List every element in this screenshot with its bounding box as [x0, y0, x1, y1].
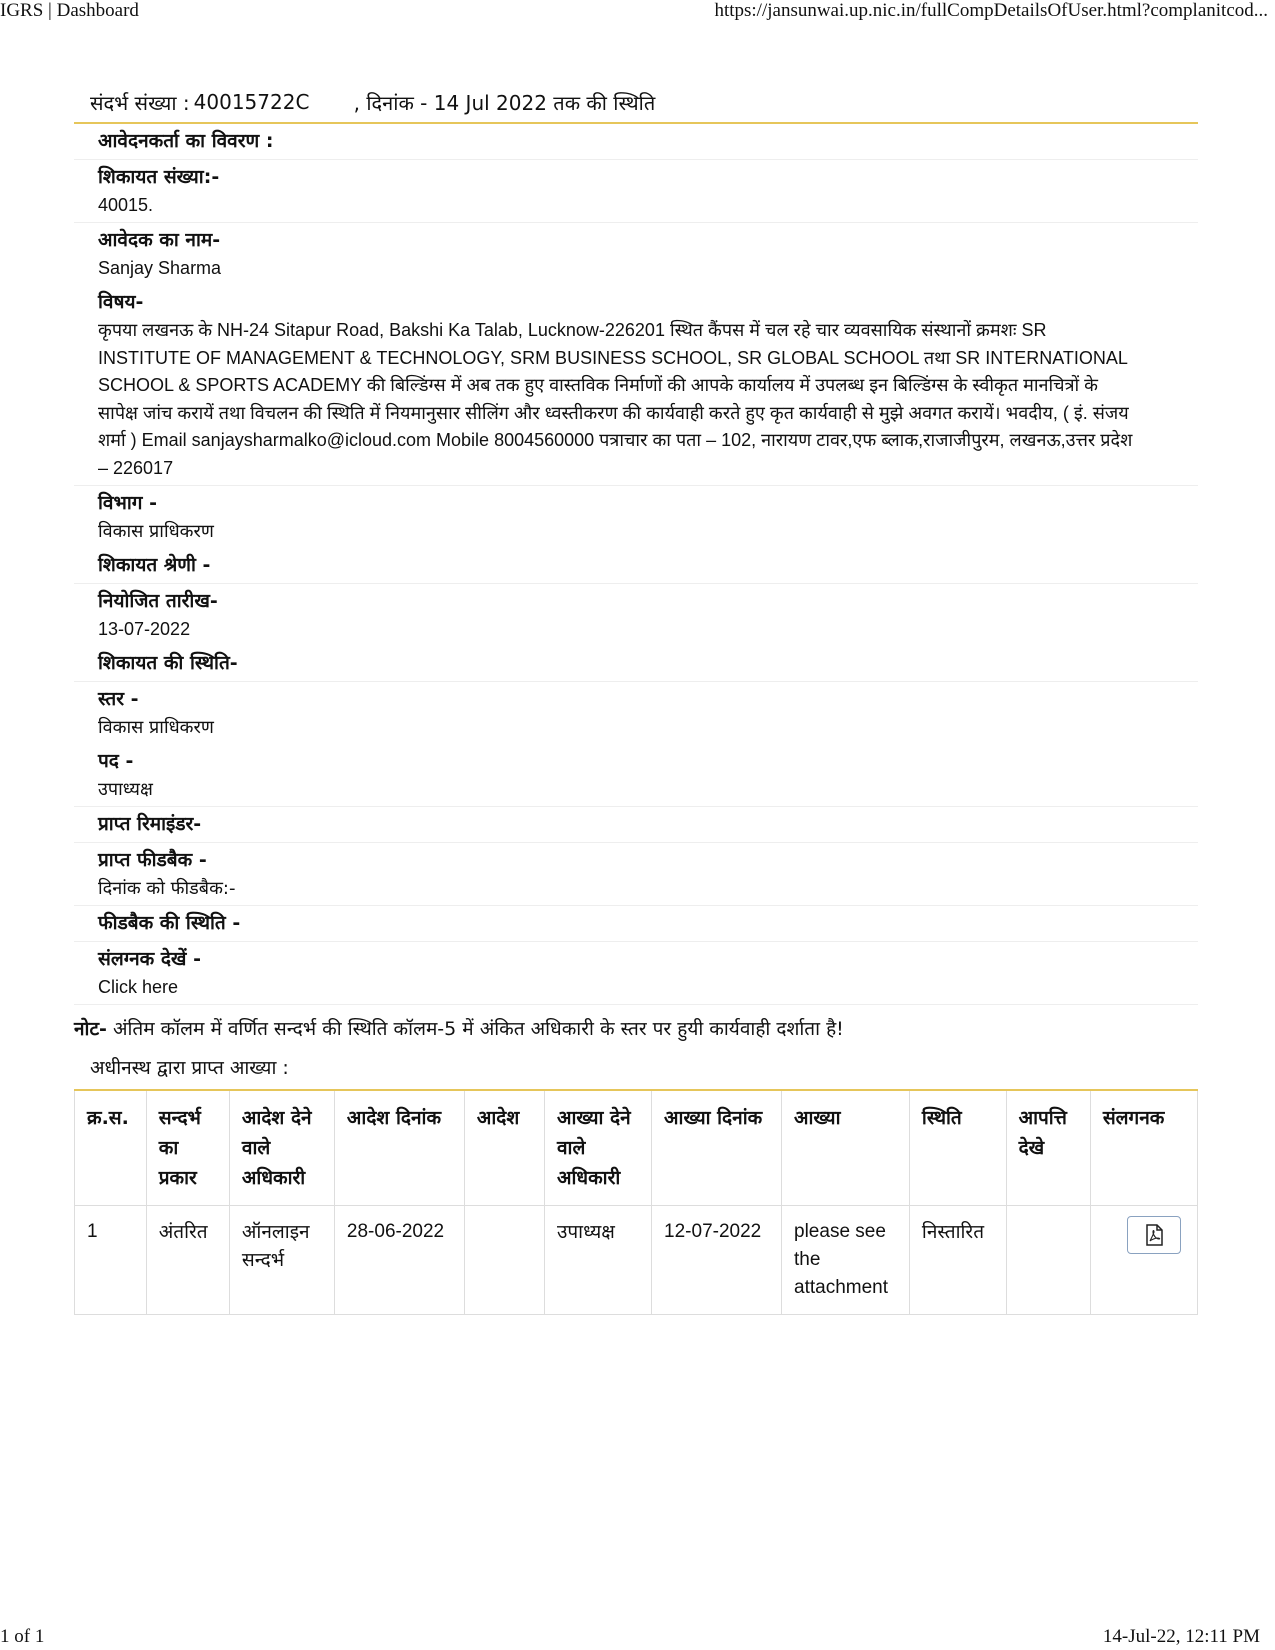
- col-header-objection: आपत्ति देखे: [1006, 1090, 1090, 1206]
- feedback-row: [74, 843, 1198, 906]
- level-row: [74, 682, 1198, 744]
- col-header-order-date: आदेश दिनांक: [334, 1090, 464, 1206]
- post-value: उपाध्यक्ष: [98, 779, 153, 800]
- attachment-row: [74, 942, 1198, 1005]
- department-label: विभाग -: [98, 492, 157, 514]
- cell-report-by: उपाध्यक्ष: [544, 1206, 651, 1315]
- feedback-status-row: [74, 906, 1198, 942]
- applicant-name-row: [74, 223, 1198, 285]
- post-label: पद -: [98, 750, 134, 772]
- complaint-status-row: [74, 646, 1198, 682]
- cell-order-date: 28-06-2022: [334, 1206, 464, 1315]
- col-header-order: आदेश: [464, 1090, 544, 1206]
- cell-report: please see the attachment: [782, 1206, 910, 1315]
- cell-reference-type: अंतरित: [146, 1206, 229, 1315]
- level-label: स्तर -: [98, 688, 139, 710]
- col-header-attachment: संलगनक: [1090, 1090, 1197, 1206]
- cell-status: निस्तारित: [909, 1206, 1006, 1315]
- print-page-title: IGRS | Dashboard: [0, 0, 139, 21]
- print-url: https://jansunwai.up.nic.in/fullCompDetailsOfUser.html?complanitcod...: [714, 0, 1268, 21]
- planned-date-label: नियोजित तारीख-: [98, 590, 218, 612]
- col-header-sno: क्र.स.: [75, 1090, 147, 1206]
- reminder-label: प्राप्त रिमाइंडर-: [98, 813, 202, 835]
- note-prefix: नोट-: [74, 1018, 107, 1040]
- department-value: विकास प्राधिकरण: [98, 521, 214, 542]
- reference-label: संदर्भ संख्या :: [90, 90, 190, 115]
- cell-order: [464, 1206, 544, 1315]
- pdf-file-icon: [1144, 1224, 1164, 1246]
- planned-date-row: [74, 584, 1198, 646]
- subject-label: विषय-: [98, 291, 144, 313]
- subject-row: [74, 285, 1198, 486]
- report-table: [74, 1089, 1198, 1315]
- print-footer: [0, 1626, 1275, 1648]
- print-header: [0, 0, 1275, 22]
- report-section-title: अधीनस्थ द्वारा प्राप्त आख्या :: [90, 1057, 289, 1079]
- complaint-document: [74, 82, 1198, 1315]
- table-row: [75, 1206, 1198, 1315]
- applicant-details-heading: आवेदनकर्ता का विवरण :: [98, 130, 274, 152]
- level-value: विकास प्राधिकरण: [98, 717, 214, 738]
- feedback-value: दिनांक को फीडबैक:-: [98, 878, 236, 899]
- applicant-details-header-row: [74, 124, 1198, 160]
- complaint-number-label: शिकायत संख्या:-: [98, 166, 220, 188]
- col-header-order-by: आदेश देने वाले अधिकारी: [229, 1090, 334, 1206]
- reminder-row: [74, 807, 1198, 843]
- feedback-status-label: फीडबैक की स्थिति -: [98, 912, 241, 934]
- col-header-report-by: आख्या देने वाले अधिकारी: [544, 1090, 651, 1206]
- note: [74, 1015, 1198, 1043]
- print-datetime: 14-Jul-22, 12:11 PM: [1102, 1626, 1260, 1647]
- cell-sno: 1: [75, 1206, 147, 1315]
- department-row: [74, 486, 1198, 548]
- attachment-label: संलग्नक देखें -: [98, 948, 201, 970]
- cell-report-date: 12-07-2022: [652, 1206, 782, 1315]
- reference-number: 40015722C: [193, 90, 310, 114]
- applicant-name-value: Sanjay Sharma: [98, 258, 222, 278]
- attachment-link[interactable]: Click here: [98, 977, 179, 997]
- complaint-number-row: [74, 160, 1198, 223]
- cell-order-by: ऑनलाइन सन्दर्भ: [229, 1206, 334, 1315]
- post-row: [74, 744, 1198, 807]
- cell-objection: [1006, 1206, 1090, 1315]
- category-label: शिकायत श्रेणी -: [98, 554, 211, 576]
- note-text: अंतिम कॉलम में वर्णित सन्दर्भ की स्थिति कॉलम-5 में अंकित अधिकारी के स्तर पर हुयी कार्यवाही दर्शाता है!: [106, 1018, 844, 1040]
- report-table-header-row: [75, 1090, 1198, 1206]
- col-header-report: आख्या: [782, 1090, 910, 1206]
- feedback-label: प्राप्त फीडबैक -: [98, 849, 207, 871]
- col-header-status: स्थिति: [909, 1090, 1006, 1206]
- reference-line: [74, 82, 1198, 124]
- applicant-name-label: आवेदक का नाम-: [98, 229, 221, 251]
- complaint-number-value: 40015.: [98, 195, 154, 215]
- complaint-status-label: शिकायत की स्थिति-: [98, 652, 238, 674]
- reference-date: , दिनांक - 14 Jul 2022 तक की स्थिति: [353, 90, 656, 115]
- col-header-reference-type: सन्दर्भ का प्रकार: [146, 1090, 229, 1206]
- category-row: [74, 548, 1198, 584]
- planned-date-value: 13-07-2022: [98, 619, 191, 639]
- cell-attachment: [1090, 1206, 1197, 1315]
- col-header-report-date: आख्या दिनांक: [652, 1090, 782, 1206]
- attachment-pdf-button[interactable]: [1127, 1216, 1181, 1254]
- subject-text: कृपया लखनऊ के NH-24 Sitapur Road, Bakshi Ka Talab, Lucknow-226201 स्थित कैंपस में चल रहे चार व्यवसायिक संस्थानों क्रमशः SR INSTITUTE OF MANAGEMENT & TECHNOLOGY, SRM BUSINESS SCHOOL, SR GLOBAL SCHOOL तथा SR INTERNATIONAL SCHOOL & SPORTS ACADEMY की बिल्डिंग्स में अब तक हुए वास्तविक निर्माणों की आपके कार्यालय में उपलब्ध इन बिल्डिंग्स के स्वीकृत मानचित्रों के सापेक्ष जांच करायें तथा विचलन की स्थिति में नियमानुसार सीलिंग और ध्वस्तीकरण की कार्यवाही करते हुए कृत कार्यवाही से मुझे अवगत करायें। भवदीय, ( इं. संजय शर्मा ) Email sanjaysharmalko@icloud.com Mobile 8004560000 पत्राचार का पता – 102, नारायण टावर,एफ ब्लाक,राजाजीपुरम, लखनऊ,उत्तर प्रदेश – 226017: [98, 320, 1133, 478]
- print-page-number: 1 of 1: [0, 1626, 45, 1647]
